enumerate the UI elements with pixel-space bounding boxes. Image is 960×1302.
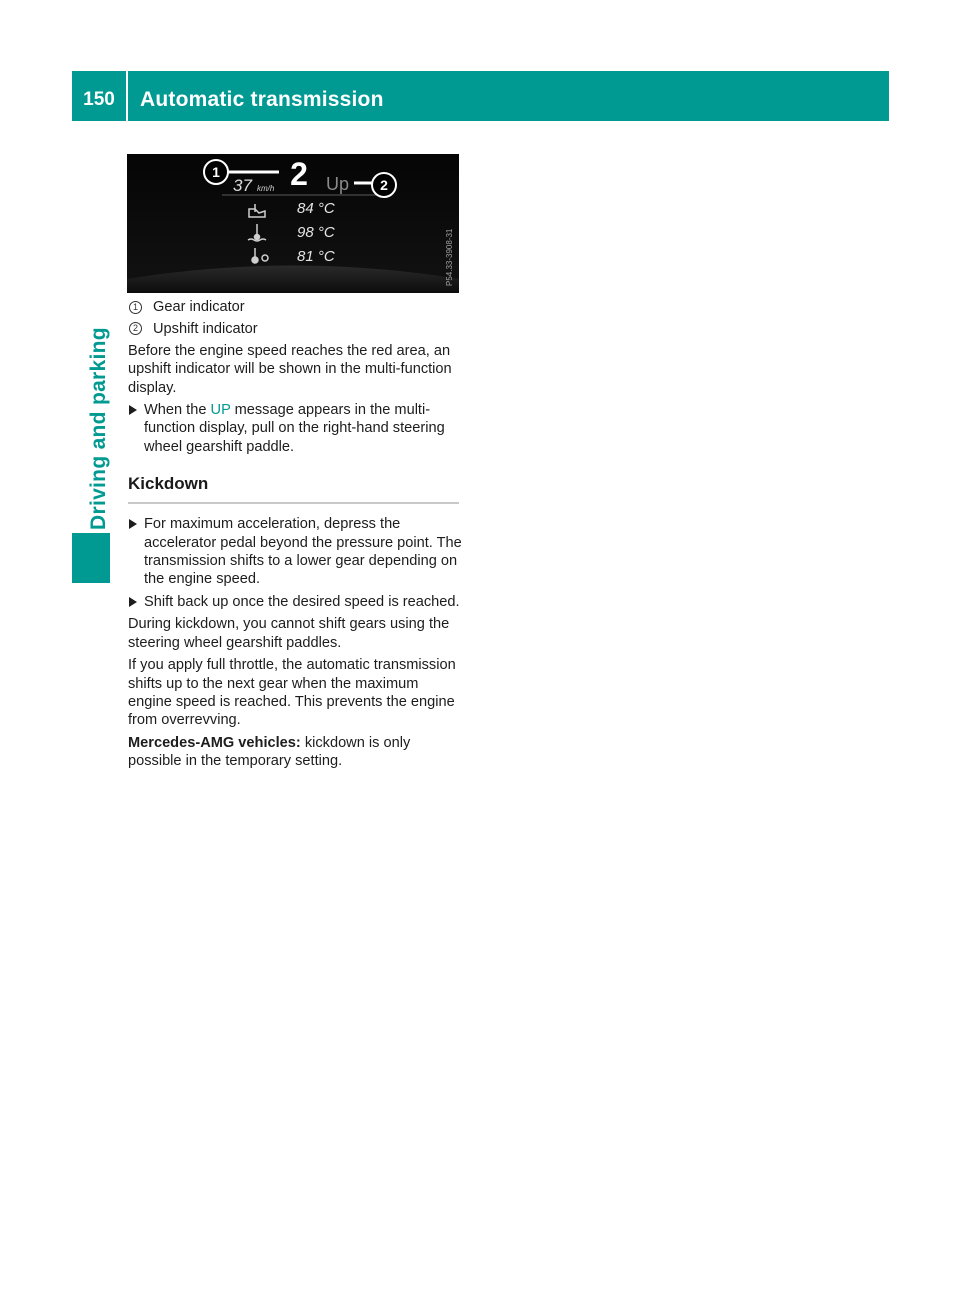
legend-item-1 (128, 298, 463, 316)
page-number: 150 (83, 89, 115, 110)
instruction-step (128, 515, 463, 589)
intro-paragraph: Before the engine speed reaches the red area, an upshift indicator will be shown in the multi-function display. (128, 342, 452, 396)
temp-value-2: 98 °C (297, 224, 335, 241)
legend-marker: 1 (129, 301, 142, 314)
step-arrow-icon (129, 405, 137, 415)
kickdown-paragraph-2: If you apply full throttle, the automatic transmission shifts up to the next gear when the maximum engine speed is reached. This prevents the engine from overrevving. (128, 657, 456, 729)
step-prefix: When the (144, 402, 211, 419)
upshift-indicator: Up (326, 174, 350, 194)
step-text: For maximum acceleration, depress the accelerator pedal beyond the pressure point. The transmission shifts to a lower gear depending on the engine speed. (144, 516, 462, 588)
instruction-step (128, 401, 463, 456)
amg-note (128, 734, 463, 771)
page-header (72, 71, 889, 121)
step-arrow-icon (129, 519, 137, 529)
step-suffix: message appears in the multi-function display, pull on the right-hand steering wheel gearshift paddle. (144, 402, 445, 455)
svg-text:1: 1 (212, 164, 220, 180)
cluster-display-figure (127, 154, 459, 293)
section-heading: Kickdown (128, 473, 459, 504)
step-text: Shift back up once the desired speed is reached. (144, 593, 460, 610)
instruction-step (128, 593, 463, 611)
step-arrow-icon (129, 597, 137, 607)
amg-label: Mercedes-AMG vehicles: (128, 734, 301, 751)
header-divider (126, 71, 128, 121)
amg-text: kickdown is only possible in the temporary setting. (128, 734, 411, 770)
speed-unit: km/h (257, 184, 275, 193)
speed-value: 37 (233, 176, 252, 195)
legend-item-2 (128, 320, 463, 338)
display-message: UP (210, 402, 231, 419)
main-content (128, 298, 463, 775)
temp-value-1: 84 °C (297, 200, 335, 217)
legend-marker: 2 (129, 322, 142, 335)
kickdown-paragraph-1: During kickdown, you cannot shift gears using the steering wheel gearshift paddles. (128, 616, 450, 651)
side-tab-block (72, 533, 110, 583)
image-code: P54.33-3908-31 (445, 228, 454, 286)
chapter-title: Automatic transmission (140, 88, 384, 111)
temp-value-3: 81 °C (297, 248, 335, 265)
svg-text:2: 2 (380, 177, 388, 193)
legend-text: Gear indicator (153, 299, 245, 315)
side-tab-label: Driving and parking (87, 327, 110, 530)
gear-indicator: 2 (290, 156, 308, 192)
legend-text: Upshift indicator (153, 320, 258, 337)
